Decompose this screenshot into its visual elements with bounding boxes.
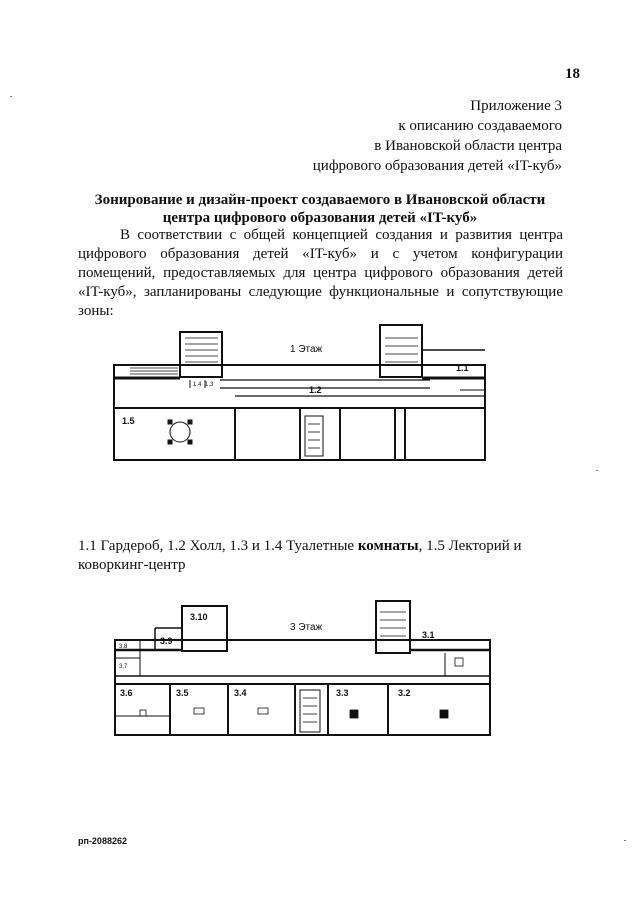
room-1-2-label: 1.2 (309, 385, 322, 395)
floor-1-stairs (130, 338, 418, 448)
section-heading-line-2: центра цифрового образования детей «IT-куб» (162, 210, 478, 226)
floor-1-plan (100, 320, 500, 470)
caption-part-2: комнаты (357, 538, 419, 554)
room-3-5-label: 3.5 (176, 688, 189, 698)
appendix-line-2: к описанию создаваемого (398, 118, 562, 134)
room-3-9-label: 3.9 (160, 636, 173, 646)
room-3-1-label: 3.1 (422, 630, 435, 640)
room-1-1-label: 1.1 (456, 363, 469, 373)
floor-3-title: 3 Этаж (290, 622, 323, 633)
floor-1-caption (78, 537, 563, 575)
room-3-8-label: 3.8 (119, 644, 128, 650)
room-3-3-label: 3.3 (336, 688, 349, 698)
room-1-5-label: 1.5 (122, 416, 135, 426)
scan-speck (596, 470, 598, 471)
room-1-4-label: 1.4 (193, 382, 202, 388)
lecture-table-group (168, 420, 192, 444)
scan-speck (624, 840, 626, 841)
document-code: рп-2088262 (78, 836, 127, 846)
room-1-3-label: 1.3 (205, 382, 214, 388)
intro-paragraph: В соответствии с общей концепцией создания и развития центра цифрового образования детей «IT-куб» и с учетом конфигурации помещений, предоставляемых для центра цифрового образования детей «IT-куб», запланированы следующие функциональные и сопутствующие зоны: (78, 227, 563, 319)
scan-speck (10, 96, 12, 97)
section-heading-line-1: Зонирование и дизайн-проект создаваемого в Ивановской области (94, 192, 546, 208)
caption-part-1: 1.1 Гардероб, 1.2 Холл, 1.3 и 1.4 Туалетные (78, 538, 358, 554)
floor-1-title: 1 Этаж (290, 344, 323, 355)
appendix-line-4: цифрового образования детей «IT-куб» (312, 158, 562, 174)
room-3-10-label: 3.10 (190, 612, 208, 622)
page-number: 18 (565, 66, 580, 82)
caption-part-3: , 1.5 Лекторий и коворкинг-центр (78, 538, 522, 573)
room-3-2-label: 3.2 (398, 688, 411, 698)
room-3-4-label: 3.4 (234, 688, 247, 698)
room-3-6-label: 3.6 (120, 688, 133, 698)
appendix-line-1: Приложение 3 (470, 98, 562, 114)
appendix-line-3: в Ивановской области центра (374, 138, 562, 154)
floor-3-plan (110, 598, 500, 748)
room-3-7-label: 3.7 (119, 664, 128, 670)
